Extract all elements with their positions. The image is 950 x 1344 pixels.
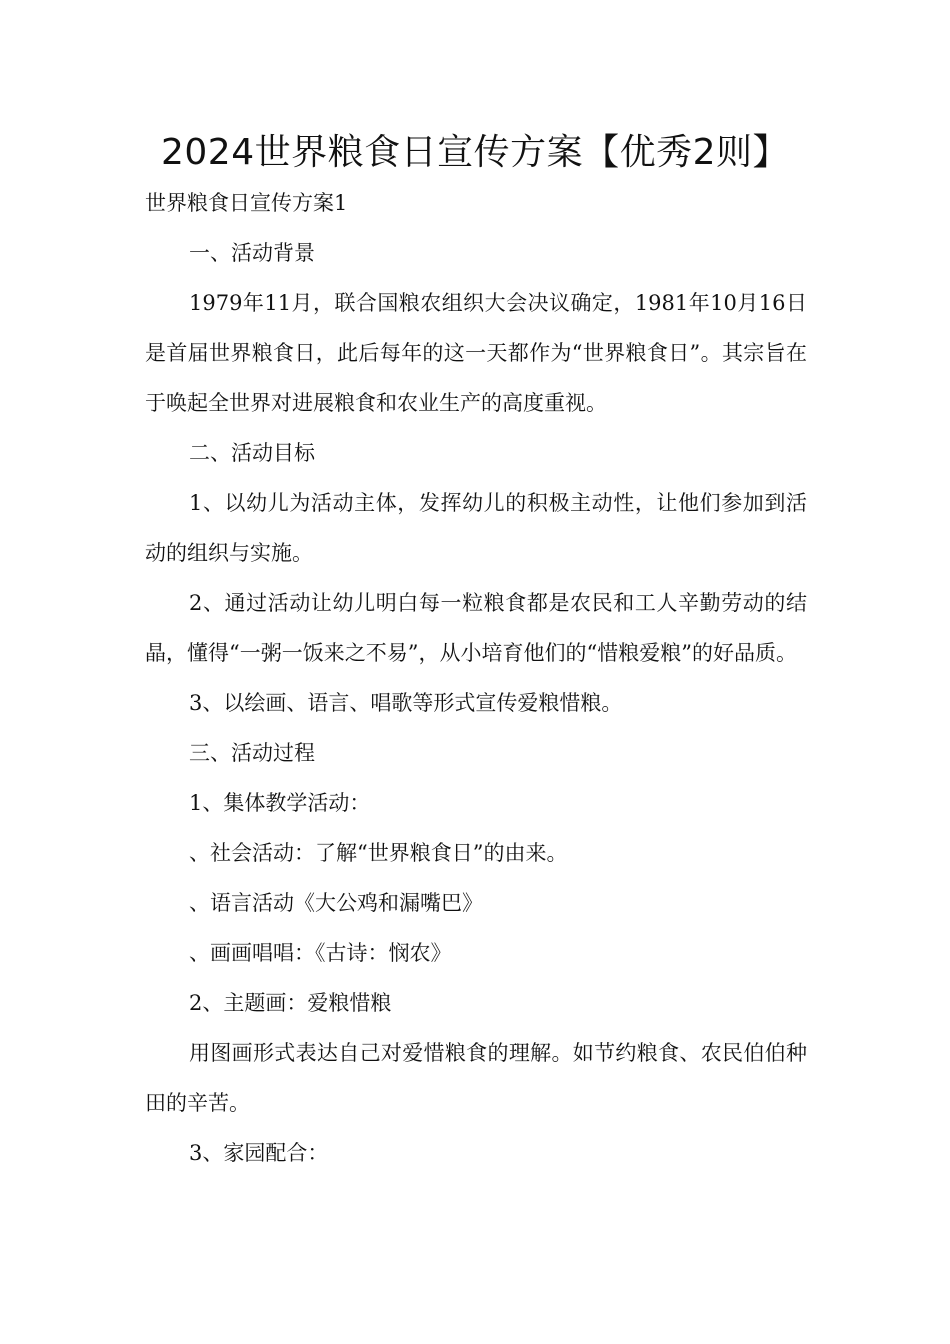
paragraph-process-1: 1、集体教学活动： <box>189 791 371 815</box>
paragraph-drawing-desc: 用图画形式表达自己对爱惜粮食的理解。如节约粮食、农民伯伯种田的辛苦。 <box>145 1041 807 1115</box>
paragraph-social-activity: 、社会活动：了解“世界粮食日”的由来。 <box>189 841 568 865</box>
document-body <box>145 178 807 1178</box>
document-title: 2024世界粮食日宣传方案【优秀2则】 <box>160 132 790 173</box>
paragraph-background: 1979年11月，联合国粮农组织大会决议确定，1981年10月16日是首届世界粮食日，此后每年的这一天都作为“世界粮食日”。其宗旨在于唤起全世界对进展粮食和农业生产的高度重视。 <box>145 291 807 415</box>
paragraph-goal-1: 1、以幼儿为活动主体，发挥幼儿的积极主动性，让他们参加到活动的组织与实施。 <box>145 491 807 565</box>
heading-background: 一、活动背景 <box>189 241 315 265</box>
paragraph-goal-2: 2、通过活动让幼儿明白每一粒粮食都是农民和工人辛勤劳动的结晶，懂得“一粥一饭来之不易”，从小培育他们的“惜粮爱粮”的好品质。 <box>145 591 807 665</box>
paragraph-language-activity: 、语言活动《大公鸡和漏嘴巴》 <box>189 891 483 915</box>
paragraph-draw-sing: 、画画唱唱：《古诗：悯农》 <box>189 941 452 965</box>
heading-process: 三、活动过程 <box>189 741 315 765</box>
paragraph-process-2: 2、主题画：爱粮惜粮 <box>189 991 392 1015</box>
paragraph-process-3: 3、家园配合： <box>189 1141 329 1165</box>
heading-goals: 二、活动目标 <box>189 441 315 465</box>
section-subtitle: 世界粮食日宣传方案1 <box>145 191 348 215</box>
paragraph-goal-3: 3、以绘画、语言、唱歌等形式宣传爱粮惜粮。 <box>189 691 623 715</box>
